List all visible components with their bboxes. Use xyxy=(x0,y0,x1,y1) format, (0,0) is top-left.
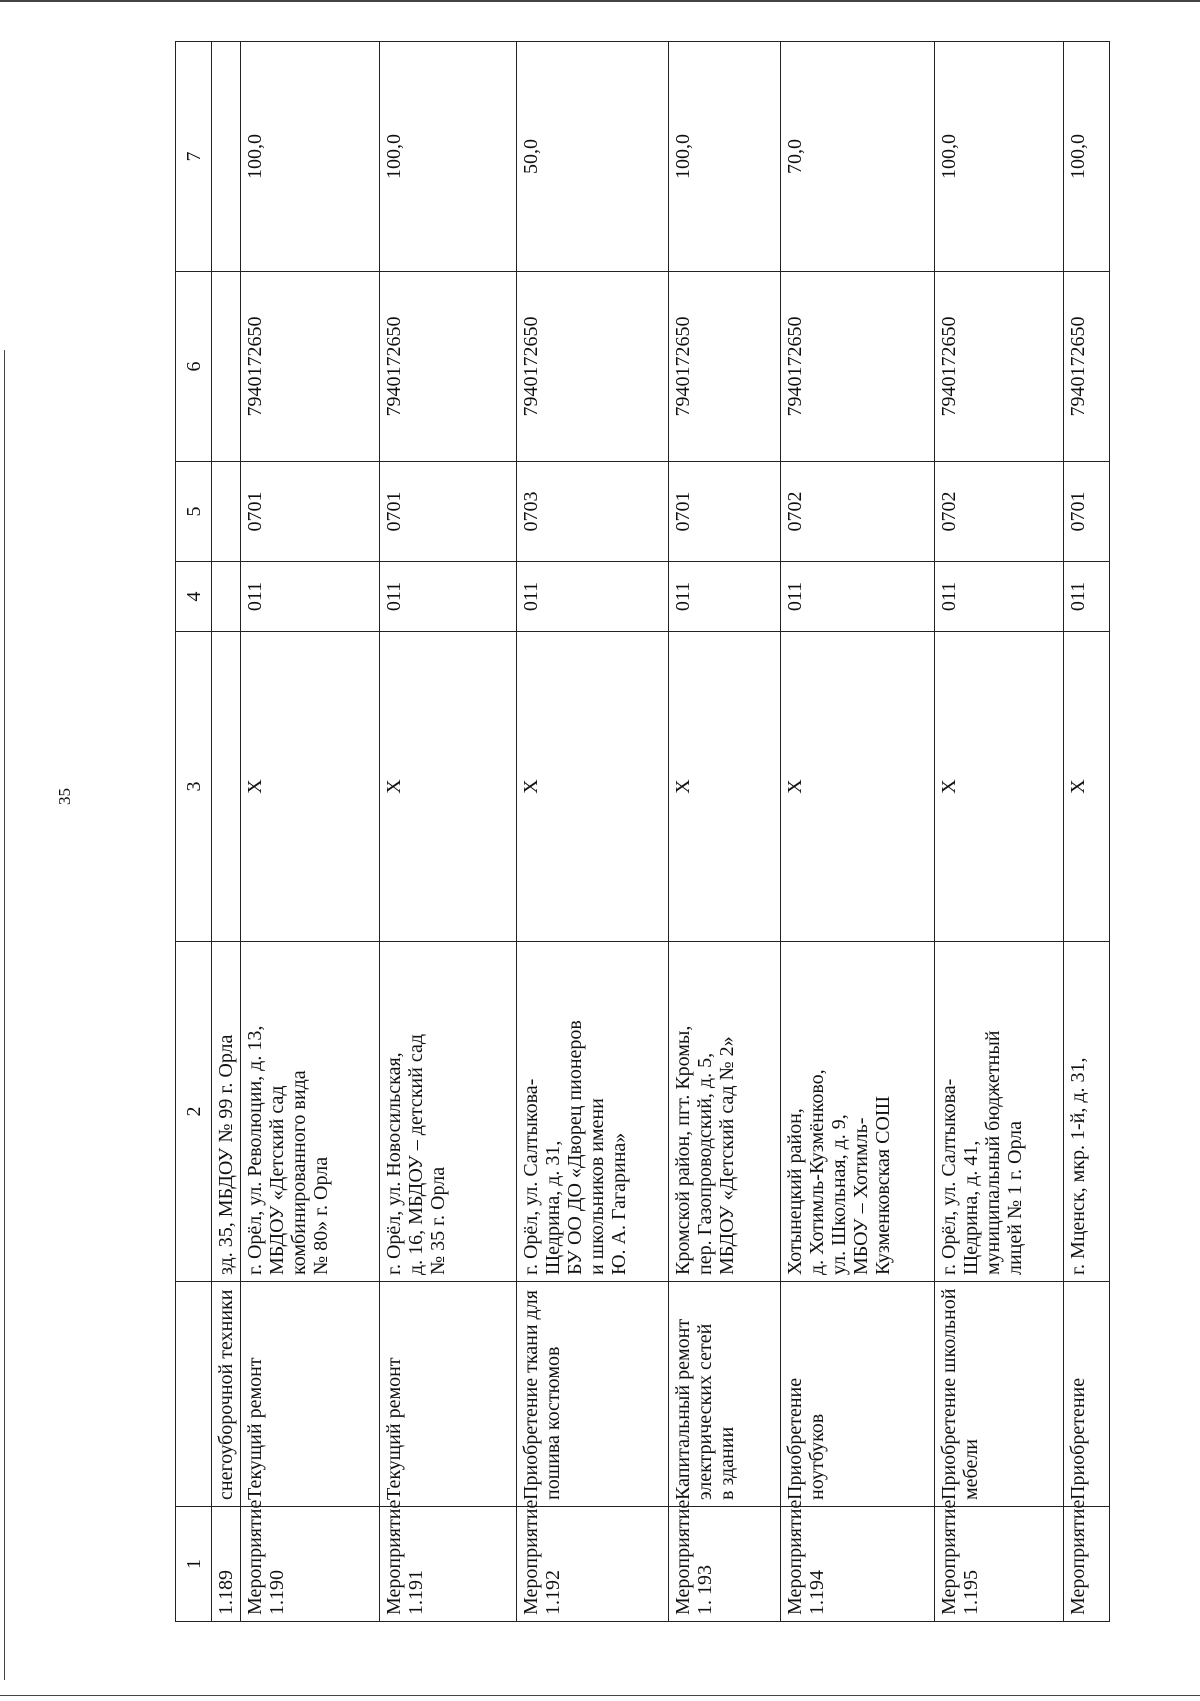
cell-address: зд. 35, МБДОУ № 99 г. Орла xyxy=(212,942,241,1282)
cell-col7: 100,0 xyxy=(1063,42,1109,272)
header-cell: 7 xyxy=(176,42,212,272)
cell-address: г. Орёл, ул. Новосильская, д. 16, МБДОУ – детский сад № 35 г. Орла xyxy=(380,942,517,1282)
cell-col5: 0701 xyxy=(380,462,517,562)
cell-col5: 0701 xyxy=(668,462,781,562)
cell-address: г. Орёл, ул. Революции, д. 13, МБДОУ «Детский сад комбинированного вида № 80» г. Орла xyxy=(241,942,380,1282)
table-row xyxy=(241,42,380,1622)
cell-col5: 0701 xyxy=(1063,462,1109,562)
header-cell: 2 xyxy=(176,942,212,1282)
cell-col4: 011 xyxy=(668,562,781,632)
budget-table-rotated xyxy=(175,42,1110,1622)
cell-col7: 100,0 xyxy=(934,42,1063,272)
page-number: 35 xyxy=(55,788,74,805)
cell-col3 xyxy=(212,632,241,942)
cell-col7: 100,0 xyxy=(668,42,781,272)
cell-col5 xyxy=(212,462,241,562)
cell-id: Мероприятие 1.194 xyxy=(781,1507,934,1622)
cell-col4: 011 xyxy=(781,562,934,632)
cell-col6 xyxy=(212,272,241,462)
cell-name: Приобретение школьной мебели xyxy=(934,1282,1063,1507)
cell-col7: 50,0 xyxy=(517,42,668,272)
cell-col7: 70,0 xyxy=(781,42,934,272)
cell-col5: 0703 xyxy=(517,462,668,562)
cell-col5: 0702 xyxy=(781,462,934,562)
header-cell: 1 xyxy=(176,1507,212,1622)
scan-edge-left xyxy=(4,350,5,1680)
header-cell: 6 xyxy=(176,272,212,462)
cell-col4 xyxy=(212,562,241,632)
cell-col3: Х xyxy=(241,632,380,942)
cell-col6: 7940172650 xyxy=(241,272,380,462)
cell-col3: Х xyxy=(380,632,517,942)
cell-col6: 7940172650 xyxy=(1063,272,1109,462)
cell-col3: Х xyxy=(517,632,668,942)
cell-col3: Х xyxy=(781,632,934,942)
cell-id: Мероприятие 1.190 xyxy=(241,1507,380,1622)
cell-col6: 7940172650 xyxy=(380,272,517,462)
budget-table xyxy=(175,41,1110,1622)
cell-col4: 011 xyxy=(517,562,668,632)
cell-name: Текущий ремонт xyxy=(380,1282,517,1507)
cell-name: снегоуборочной техники xyxy=(212,1282,241,1507)
cell-name: Приобретение ноутбуков xyxy=(781,1282,934,1507)
header-row xyxy=(176,42,212,1622)
cell-col3: Х xyxy=(1063,632,1109,942)
table-row xyxy=(1063,42,1109,1622)
cell-name: Приобретение ткани для пошива костюмов xyxy=(517,1282,668,1507)
cell-address: Кромской район, пгт. Кромы, пер. Газопроводский, д. 5, МБДОУ «Детский сад № 2» xyxy=(668,942,781,1282)
cell-col7: 100,0 xyxy=(241,42,380,272)
cell-col6: 7940172650 xyxy=(668,272,781,462)
header-cell xyxy=(176,1282,212,1507)
cell-col3: Х xyxy=(934,632,1063,942)
cell-id: Мероприятие 1.192 xyxy=(517,1507,668,1622)
cell-col4: 011 xyxy=(380,562,517,632)
cell-col5: 0701 xyxy=(241,462,380,562)
table-row xyxy=(668,42,781,1622)
cell-id: 1.189 xyxy=(212,1507,241,1622)
cell-id: Мероприятие 1.195 xyxy=(934,1507,1063,1622)
cell-col4: 011 xyxy=(241,562,380,632)
cell-col6: 7940172650 xyxy=(934,272,1063,462)
cell-name: Текущий ремонт xyxy=(241,1282,380,1507)
scan-edge-top xyxy=(0,0,1200,2)
cell-col6: 7940172650 xyxy=(517,272,668,462)
cell-address: г. Орёл, ул. Салтыкова- Щедрина, д. 41, муниципальный бюджетный лицей № 1 г. Орла xyxy=(934,942,1063,1282)
scan-edge-bottom xyxy=(0,1695,1200,1696)
cell-address: Хотынецкий район, д. Хотимль-Кузмёнково, ул. Школьная, д. 9, МБОУ – Хотимль- Кузменковская СОШ xyxy=(781,942,934,1282)
header-cell: 3 xyxy=(176,632,212,942)
cell-name: Приобретение xyxy=(1063,1282,1109,1507)
header-cell: 5 xyxy=(176,462,212,562)
cell-id: Мероприятие 1.191 xyxy=(380,1507,517,1622)
cell-id: Мероприятие xyxy=(1063,1507,1109,1622)
header-cell: 4 xyxy=(176,562,212,632)
cell-address: г. Орёл, ул. Салтыкова- Щедрина, д. 31, БУ ОО ДО «Дворец пионеров и школьников имени Ю. А. Гагарина» xyxy=(517,942,668,1282)
cell-col6: 7940172650 xyxy=(781,272,934,462)
cell-name: Капитальный ремонт электрических сетей в здании xyxy=(668,1282,781,1507)
table-row xyxy=(517,42,668,1622)
cell-id: Мероприятие 1. 193 xyxy=(668,1507,781,1622)
cell-col4: 011 xyxy=(934,562,1063,632)
cell-col5: 0702 xyxy=(934,462,1063,562)
continuation-row xyxy=(212,42,241,1622)
cell-col3: Х xyxy=(668,632,781,942)
cell-address: г. Мценск, мкр. 1-й, д. 31, xyxy=(1063,942,1109,1282)
cell-col7: 100,0 xyxy=(380,42,517,272)
cell-col4: 011 xyxy=(1063,562,1109,632)
table-row xyxy=(781,42,934,1622)
table-row xyxy=(380,42,517,1622)
cell-col7 xyxy=(212,42,241,272)
table-row xyxy=(934,42,1063,1622)
